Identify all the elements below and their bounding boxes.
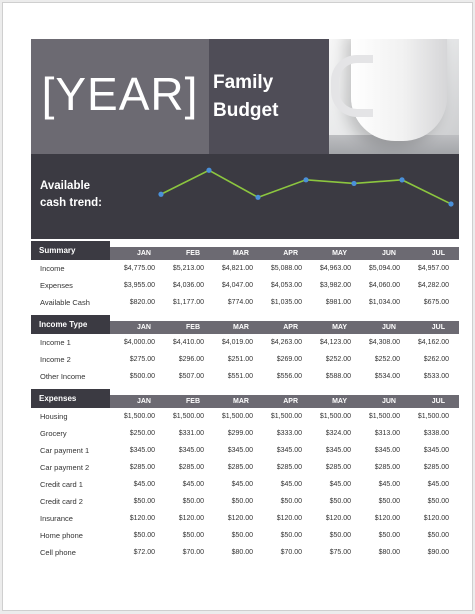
table-row <box>31 334 459 351</box>
month-header-feb: FEB <box>186 250 200 257</box>
row-label[interactable]: Credit card 1 <box>40 480 83 489</box>
table-cell[interactable]: $333.00 <box>276 430 302 437</box>
table-cell[interactable]: $1,500.00 <box>123 413 155 420</box>
table-cell[interactable]: $285.00 <box>178 464 204 471</box>
document-page <box>2 2 473 611</box>
table-cell[interactable]: $4,410.00 <box>172 339 204 346</box>
month-header-mar: MAR <box>233 324 249 331</box>
row-label[interactable]: Available Cash <box>40 298 90 307</box>
table-cell[interactable]: $80.00 <box>378 549 400 556</box>
table-cell[interactable]: $345.00 <box>374 447 400 454</box>
table-cell[interactable]: $313.00 <box>374 430 400 437</box>
trend-point-feb <box>206 168 211 173</box>
summary-section-title: Summary <box>31 241 110 260</box>
table-cell[interactable]: $1,500.00 <box>417 413 449 420</box>
table-cell[interactable]: $50.00 <box>378 532 400 539</box>
table-row <box>31 351 459 368</box>
table-cell[interactable]: $250.00 <box>129 430 155 437</box>
coffee-cup-photo <box>329 39 459 154</box>
year-placeholder[interactable]: [YEAR] <box>41 68 199 120</box>
table-cell[interactable]: $50.00 <box>280 498 302 505</box>
income-header <box>31 315 459 334</box>
table-row <box>31 425 459 442</box>
table-cell[interactable]: $588.00 <box>325 373 351 380</box>
trend-label-line-2: cash trend: <box>40 197 102 209</box>
row-label[interactable]: Income 2 <box>40 355 71 364</box>
summary-header <box>31 241 459 260</box>
table-cell[interactable]: $50.00 <box>427 532 449 539</box>
table-row <box>31 294 459 311</box>
table-cell[interactable]: $1,500.00 <box>221 413 253 420</box>
table-row <box>31 277 459 294</box>
table-row <box>31 510 459 527</box>
month-header-jun: JUN <box>381 324 396 331</box>
table-cell[interactable]: $296.00 <box>178 356 204 363</box>
table-cell[interactable]: $120.00 <box>178 515 204 522</box>
table-cell[interactable]: $70.00 <box>280 549 302 556</box>
income-table <box>31 315 459 385</box>
table-cell[interactable]: $1,177.00 <box>172 299 204 306</box>
cup-shape <box>351 39 447 141</box>
row-label[interactable]: Housing <box>40 412 68 421</box>
table-cell[interactable]: $269.00 <box>276 356 302 363</box>
table-cell[interactable]: $72.00 <box>133 549 155 556</box>
table-cell[interactable]: $4,000.00 <box>123 339 155 346</box>
trend-line <box>161 170 451 204</box>
table-cell[interactable]: $120.00 <box>325 515 351 522</box>
table-cell[interactable]: $3,982.00 <box>319 282 351 289</box>
table-cell[interactable]: $1,035.00 <box>270 299 302 306</box>
table-cell[interactable]: $50.00 <box>133 532 155 539</box>
table-cell[interactable]: $345.00 <box>178 447 204 454</box>
month-header-may: MAY <box>332 398 347 405</box>
table-cell[interactable]: $120.00 <box>129 515 155 522</box>
title-line-1: Family <box>213 72 274 93</box>
table-cell[interactable]: $45.00 <box>182 481 204 488</box>
month-header-apr: APR <box>283 250 298 257</box>
row-label[interactable]: Other Income <box>40 372 86 381</box>
table-cell[interactable]: $50.00 <box>329 532 351 539</box>
table-cell[interactable]: $4,053.00 <box>270 282 302 289</box>
month-header-jan: JAN <box>136 324 151 331</box>
table-cell[interactable]: $4,060.00 <box>368 282 400 289</box>
cash-trend-chart <box>31 154 459 239</box>
table-cell[interactable]: $120.00 <box>227 515 253 522</box>
table-cell[interactable]: $120.00 <box>276 515 302 522</box>
table-cell[interactable]: $820.00 <box>129 299 155 306</box>
month-header-mar: MAR <box>233 398 249 405</box>
table-row <box>31 493 459 510</box>
table-cell[interactable]: $675.00 <box>423 299 449 306</box>
table-cell[interactable]: $299.00 <box>227 430 253 437</box>
table-cell[interactable]: $551.00 <box>227 373 253 380</box>
table-cell[interactable]: $5,088.00 <box>270 265 302 272</box>
trend-point-apr <box>303 177 308 182</box>
table-cell[interactable]: $4,821.00 <box>221 265 253 272</box>
table-cell[interactable]: $1,500.00 <box>319 413 351 420</box>
table-cell[interactable]: $4,036.00 <box>172 282 204 289</box>
income-section-title: Income Type <box>31 315 110 334</box>
table-cell[interactable]: $345.00 <box>227 447 253 454</box>
table-cell[interactable]: $45.00 <box>329 481 351 488</box>
table-cell[interactable]: $251.00 <box>227 356 253 363</box>
table-cell[interactable]: $262.00 <box>423 356 449 363</box>
table-cell[interactable]: $324.00 <box>325 430 351 437</box>
cash-trend-band <box>31 154 459 239</box>
table-cell[interactable]: $1,500.00 <box>368 413 400 420</box>
table-cell[interactable]: $120.00 <box>374 515 400 522</box>
table-cell[interactable]: $4,047.00 <box>221 282 253 289</box>
month-header-may: MAY <box>332 250 347 257</box>
month-header-jul: JUL <box>431 398 445 405</box>
table-cell[interactable]: $345.00 <box>276 447 302 454</box>
table-cell[interactable]: $534.00 <box>374 373 400 380</box>
table-cell[interactable]: $4,775.00 <box>123 265 155 272</box>
table-cell[interactable]: $45.00 <box>133 481 155 488</box>
trend-point-may <box>351 181 356 186</box>
table-cell[interactable]: $500.00 <box>129 373 155 380</box>
month-header-jul: JUL <box>431 324 445 331</box>
table-cell[interactable]: $50.00 <box>378 498 400 505</box>
table-cell[interactable]: $345.00 <box>423 447 449 454</box>
table-cell[interactable]: $4,308.00 <box>368 339 400 346</box>
table-row <box>31 544 459 561</box>
row-label[interactable]: Credit card 2 <box>40 497 83 506</box>
table-cell[interactable]: $285.00 <box>227 464 253 471</box>
table-cell[interactable]: $4,282.00 <box>417 282 449 289</box>
table-cell[interactable]: $70.00 <box>182 549 204 556</box>
table-cell[interactable]: $774.00 <box>227 299 253 306</box>
table-cell[interactable]: $45.00 <box>427 481 449 488</box>
row-label[interactable]: Grocery <box>40 429 67 438</box>
budget-sheet <box>31 39 459 564</box>
table-cell[interactable]: $556.00 <box>276 373 302 380</box>
table-row <box>31 260 459 277</box>
table-cell[interactable]: $50.00 <box>231 498 253 505</box>
table-cell[interactable]: $4,263.00 <box>270 339 302 346</box>
row-label[interactable]: Car payment 2 <box>40 463 90 472</box>
table-cell[interactable]: $981.00 <box>325 299 351 306</box>
row-label[interactable]: Income 1 <box>40 338 71 347</box>
table-cell[interactable]: $80.00 <box>231 549 253 556</box>
expenses-section-title: Expenses <box>31 389 110 408</box>
table-cell[interactable]: $1,500.00 <box>172 413 204 420</box>
table-cell[interactable]: $120.00 <box>423 515 449 522</box>
table-cell[interactable]: $50.00 <box>231 532 253 539</box>
trend-point-mar <box>255 195 260 200</box>
table-cell[interactable]: $50.00 <box>182 532 204 539</box>
table-cell[interactable]: $285.00 <box>276 464 302 471</box>
table-cell[interactable]: $4,019.00 <box>221 339 253 346</box>
table-cell[interactable]: $338.00 <box>423 430 449 437</box>
table-cell[interactable]: $50.00 <box>280 532 302 539</box>
table-cell[interactable]: $285.00 <box>423 464 449 471</box>
expenses-table <box>31 389 459 561</box>
table-cell[interactable]: $50.00 <box>427 498 449 505</box>
table-cell[interactable]: $90.00 <box>427 549 449 556</box>
table-cell[interactable]: $45.00 <box>378 481 400 488</box>
table-cell[interactable]: $50.00 <box>329 498 351 505</box>
row-label[interactable]: Car payment 1 <box>40 446 90 455</box>
header-banner <box>31 39 459 154</box>
trend-label-line-1: Available <box>40 180 91 192</box>
table-cell[interactable]: $5,213.00 <box>172 265 204 272</box>
expenses-header <box>31 389 459 408</box>
table-row <box>31 442 459 459</box>
table-cell[interactable]: $45.00 <box>280 481 302 488</box>
table-cell[interactable]: $75.00 <box>329 549 351 556</box>
table-cell[interactable]: $50.00 <box>133 498 155 505</box>
table-cell[interactable]: $5,094.00 <box>368 265 400 272</box>
table-cell[interactable]: $4,123.00 <box>319 339 351 346</box>
row-label[interactable]: Cell phone <box>40 548 76 557</box>
table-cell[interactable]: $285.00 <box>374 464 400 471</box>
month-header-apr: APR <box>283 398 298 405</box>
table-cell[interactable]: $285.00 <box>325 464 351 471</box>
month-header-jun: JUN <box>381 250 396 257</box>
document-title <box>213 69 278 125</box>
table-cell[interactable]: $275.00 <box>129 356 155 363</box>
table-row <box>31 459 459 476</box>
table-cell[interactable]: $507.00 <box>178 373 204 380</box>
title-line-2: Budget <box>213 100 279 121</box>
title-box <box>209 39 329 154</box>
trend-point-jan <box>158 192 163 197</box>
table-cell[interactable]: $1,034.00 <box>368 299 400 306</box>
table-row <box>31 476 459 493</box>
summary-table <box>31 241 459 311</box>
month-header-may: MAY <box>332 324 347 331</box>
table-cell[interactable]: $533.00 <box>423 373 449 380</box>
row-label[interactable]: Expenses <box>40 281 73 290</box>
table-row <box>31 527 459 544</box>
table-cell[interactable]: $1,500.00 <box>270 413 302 420</box>
table-cell[interactable]: $4,957.00 <box>417 265 449 272</box>
table-cell[interactable]: $252.00 <box>325 356 351 363</box>
month-header-jul: JUL <box>431 250 445 257</box>
month-header-feb: FEB <box>186 398 200 405</box>
month-header-feb: FEB <box>186 324 200 331</box>
table-cell[interactable]: $45.00 <box>231 481 253 488</box>
row-label[interactable]: Income <box>40 264 65 273</box>
table-cell[interactable]: $345.00 <box>129 447 155 454</box>
table-cell[interactable]: $285.00 <box>129 464 155 471</box>
month-header-apr: APR <box>283 324 298 331</box>
table-cell[interactable]: $345.00 <box>325 447 351 454</box>
month-header-jan: JAN <box>136 250 151 257</box>
table-cell[interactable]: $331.00 <box>178 430 204 437</box>
year-box <box>31 39 209 154</box>
table-cell[interactable]: $252.00 <box>374 356 400 363</box>
row-label[interactable]: Home phone <box>40 531 83 540</box>
table-cell[interactable]: $3,955.00 <box>123 282 155 289</box>
month-header-mar: MAR <box>233 250 249 257</box>
cup-handle-shape <box>331 55 373 117</box>
trend-point-jun <box>399 177 404 182</box>
month-header-jan: JAN <box>136 398 151 405</box>
table-cell[interactable]: $4,963.00 <box>319 265 351 272</box>
month-header-jun: JUN <box>381 398 396 405</box>
trend-point-jul <box>448 201 453 206</box>
table-row <box>31 408 459 425</box>
table-cell[interactable]: $4,162.00 <box>417 339 449 346</box>
row-label[interactable]: Insurance <box>40 514 73 523</box>
table-row <box>31 368 459 385</box>
table-cell[interactable]: $50.00 <box>182 498 204 505</box>
